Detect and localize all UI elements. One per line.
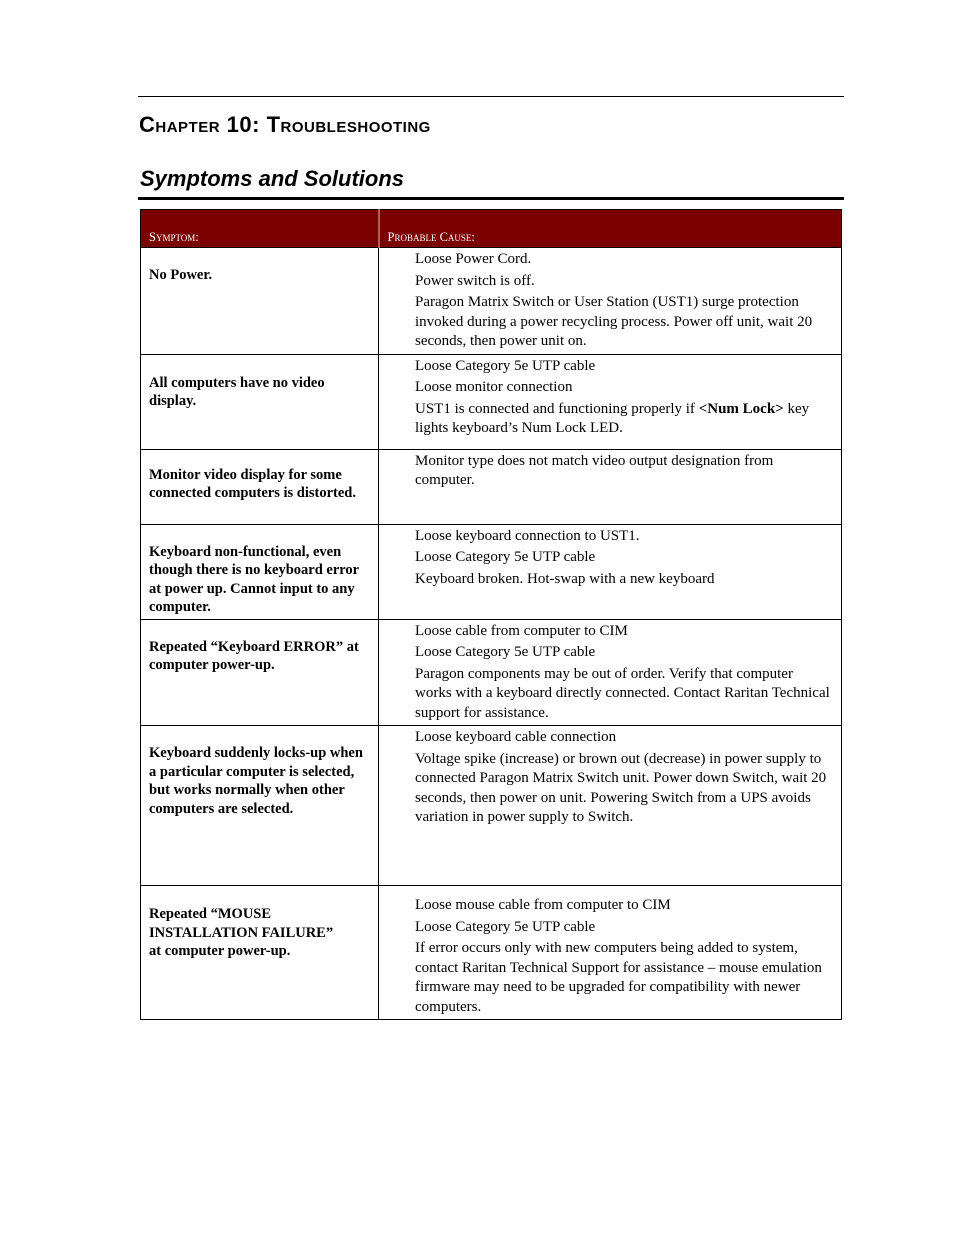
cause-item: Paragon Matrix Switch or User Station (UST1) surge protection invoked during a power recycling process. Power off unit, wait 20 seconds, then power unit on. <box>415 294 813 349</box>
cause-cell <box>379 726 842 886</box>
troubleshooting-table <box>140 209 842 1020</box>
table-row <box>141 619 842 726</box>
section-rule <box>138 197 844 200</box>
cause-column-header: Probable Cause: <box>379 210 842 248</box>
cause-item: Loose Category 5e UTP cable <box>415 357 596 374</box>
cause-item: Loose mouse cable from computer to CIM <box>415 897 671 913</box>
cause-item: Voltage spike (increase) or brown out (decrease) in power supply to connected Paragon Matrix Switch unit. Power down Switch, wait 20 seconds, then power on unit. Powering Switch from a UPS avoids variation in power supply to Switch. <box>415 750 827 825</box>
table-header-row <box>141 210 842 248</box>
symptom-line: at computer power-up. <box>149 943 291 959</box>
symptom-cell: Repeated “Keyboard ERROR” at computer power-up. <box>141 619 379 726</box>
table-row <box>141 248 842 355</box>
cause-item: Paragon components may be out of order. Verify that computer works with a keyboard directly connected. Contact Raritan Technical support for assistance. <box>415 665 830 721</box>
cause-item <box>415 400 833 439</box>
cause-item: Loose Power Cord. <box>415 251 532 267</box>
table-row <box>141 726 842 886</box>
cause-cell <box>379 354 842 449</box>
cause-item: Loose cable from computer to CIM <box>415 622 628 639</box>
cause-cell <box>379 619 842 726</box>
header-rule <box>138 96 844 97</box>
section-title: Symptoms and Solutions <box>140 166 405 191</box>
cause-text: UST1 is connected and functioning properly if <box>415 400 699 417</box>
cause-item: If error occurs only with new computers being added to system, contact Raritan Technical Support for assistance – mouse emulation firmware may need to be upgraded for compatibility with newer computers. <box>415 940 822 1015</box>
symptom-cell: Monitor video display for some connected computers is distorted. <box>141 449 379 524</box>
cause-item: Loose monitor connection <box>415 379 573 395</box>
num-lock-key: <Num Lock> <box>698 400 784 417</box>
chapter-title: Chapter 10: Troubleshooting <box>139 112 431 137</box>
cause-item: Keyboard broken. Hot-swap with a new keyboard <box>415 570 715 587</box>
cause-item: Monitor type does not match video output designation from computer. <box>415 452 774 488</box>
table-row <box>141 449 842 524</box>
cause-cell <box>379 449 842 524</box>
cause-item: Loose Category 5e UTP cable <box>415 644 596 660</box>
symptom-cell: All computers have no video display. <box>141 354 379 449</box>
symptom-cell <box>141 886 379 1020</box>
symptom-cell: No Power. <box>141 248 379 355</box>
symptom-column-header: Symptom: <box>141 210 379 248</box>
table-row <box>141 354 842 449</box>
cause-item: Loose Category 5e UTP cable <box>415 549 596 565</box>
cause-item: Power switch is off. <box>415 272 535 289</box>
symptom-cell: Keyboard non-functional, even though there is no keyboard error at power up. Cannot input to any computer. <box>141 524 379 619</box>
cause-cell <box>379 886 842 1020</box>
cause-text: key lights keyboard’s Num Lock LED. <box>415 400 810 436</box>
cause-item: Loose keyboard cable connection <box>415 729 617 745</box>
table-row <box>141 886 842 1020</box>
table-row <box>141 524 842 619</box>
cause-cell <box>379 524 842 619</box>
symptom-cell: Keyboard suddenly locks-up when a particular computer is selected, but works normally when other computers are selected. <box>141 726 379 886</box>
symptom-line: Repeated “MOUSE INSTALLATION FAILURE” <box>149 906 334 941</box>
cause-item: Loose keyboard connection to UST1. <box>415 527 640 544</box>
cause-item: Loose Category 5e UTP cable <box>415 918 596 935</box>
cause-cell <box>379 248 842 355</box>
